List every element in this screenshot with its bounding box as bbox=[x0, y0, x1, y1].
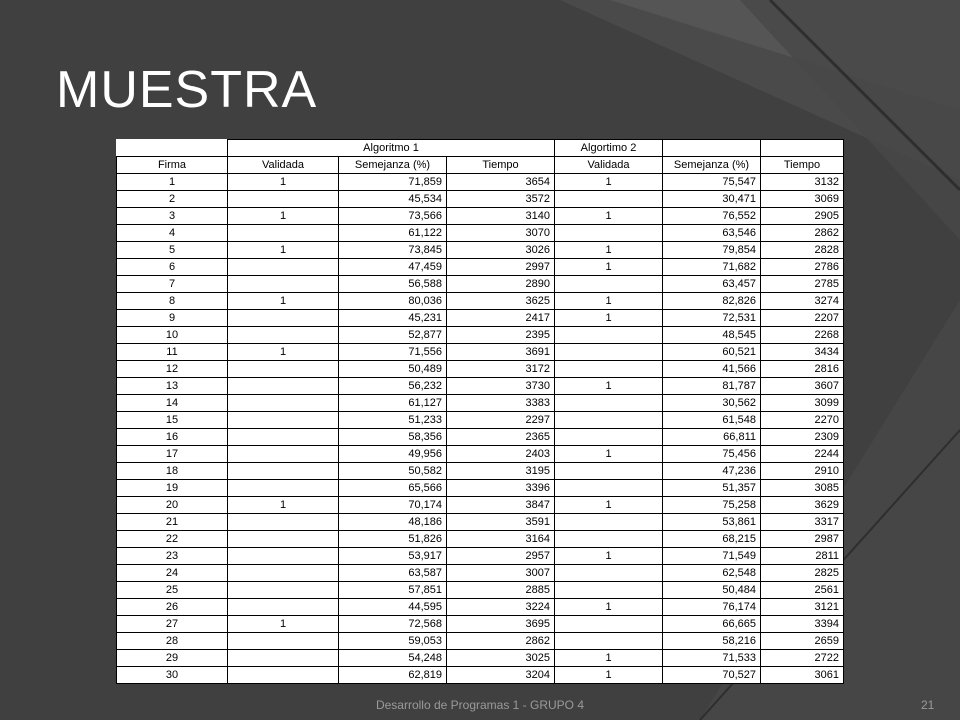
table-cell: 2365 bbox=[447, 429, 555, 446]
table-cell bbox=[228, 582, 339, 599]
table-row bbox=[117, 531, 844, 548]
table-row bbox=[117, 191, 844, 208]
table-row bbox=[117, 480, 844, 497]
table-cell: 1 bbox=[555, 650, 663, 667]
column-header: Validada bbox=[555, 157, 663, 174]
table-row bbox=[117, 378, 844, 395]
table-cell bbox=[228, 191, 339, 208]
table-cell: 2825 bbox=[761, 565, 844, 582]
table-cell: 75,258 bbox=[663, 497, 761, 514]
table-row bbox=[117, 650, 844, 667]
header-empty-cell bbox=[761, 140, 844, 157]
table-cell: 72,568 bbox=[339, 616, 447, 633]
table-cell: 2561 bbox=[761, 582, 844, 599]
table-cell bbox=[228, 276, 339, 293]
table-cell bbox=[228, 599, 339, 616]
results-table-container bbox=[116, 139, 843, 684]
table-row bbox=[117, 565, 844, 582]
table-cell: 4 bbox=[117, 225, 228, 242]
table-cell: 70,174 bbox=[339, 497, 447, 514]
table-cell: 2997 bbox=[447, 259, 555, 276]
table-cell: 53,861 bbox=[663, 514, 761, 531]
page-number: 21 bbox=[921, 698, 935, 712]
group-header-algoritmo-1: Algoritmo 1 bbox=[228, 140, 555, 157]
column-header-row bbox=[117, 157, 844, 174]
table-cell: 3691 bbox=[447, 344, 555, 361]
table-cell: 2395 bbox=[447, 327, 555, 344]
table-cell bbox=[228, 446, 339, 463]
table-cell: 63,587 bbox=[339, 565, 447, 582]
table-cell: 1 bbox=[555, 548, 663, 565]
table-row bbox=[117, 548, 844, 565]
table-cell: 73,566 bbox=[339, 208, 447, 225]
table-cell: 1 bbox=[555, 174, 663, 191]
table-cell: 75,547 bbox=[663, 174, 761, 191]
table-cell: 60,521 bbox=[663, 344, 761, 361]
table-cell: 1 bbox=[555, 599, 663, 616]
column-header: Tiempo bbox=[761, 157, 844, 174]
table-row bbox=[117, 599, 844, 616]
table-cell: 72,531 bbox=[663, 310, 761, 327]
table-cell: 27 bbox=[117, 616, 228, 633]
table-row bbox=[117, 633, 844, 650]
table-cell: 65,566 bbox=[339, 480, 447, 497]
table-cell: 49,956 bbox=[339, 446, 447, 463]
table-row bbox=[117, 344, 844, 361]
table-cell: 41,566 bbox=[663, 361, 761, 378]
table-row bbox=[117, 446, 844, 463]
table-cell: 11 bbox=[117, 344, 228, 361]
table-cell: 24 bbox=[117, 565, 228, 582]
table-cell: 76,174 bbox=[663, 599, 761, 616]
table-cell: 3 bbox=[117, 208, 228, 225]
table-cell: 2957 bbox=[447, 548, 555, 565]
table-cell: 3069 bbox=[761, 191, 844, 208]
table-cell: 66,665 bbox=[663, 616, 761, 633]
table-cell: 58,216 bbox=[663, 633, 761, 650]
table-cell: 54,248 bbox=[339, 650, 447, 667]
table-cell: 1 bbox=[555, 242, 663, 259]
table-row bbox=[117, 174, 844, 191]
table-cell: 2785 bbox=[761, 276, 844, 293]
table-cell: 3572 bbox=[447, 191, 555, 208]
slide-title: MUESTRA bbox=[56, 61, 318, 119]
table-cell: 2910 bbox=[761, 463, 844, 480]
table-cell: 3132 bbox=[761, 174, 844, 191]
table-cell: 3629 bbox=[761, 497, 844, 514]
table-cell: 10 bbox=[117, 327, 228, 344]
table-cell: 15 bbox=[117, 412, 228, 429]
table-cell bbox=[555, 531, 663, 548]
table-cell bbox=[228, 667, 339, 684]
table-cell: 71,682 bbox=[663, 259, 761, 276]
table-cell bbox=[228, 514, 339, 531]
table-cell: 1 bbox=[228, 208, 339, 225]
table-cell bbox=[555, 429, 663, 446]
table-cell: 70,527 bbox=[663, 667, 761, 684]
table-cell bbox=[555, 361, 663, 378]
table-cell: 71,533 bbox=[663, 650, 761, 667]
table-cell: 75,456 bbox=[663, 446, 761, 463]
table-cell: 3274 bbox=[761, 293, 844, 310]
table-cell: 22 bbox=[117, 531, 228, 548]
table-cell bbox=[228, 565, 339, 582]
table-cell: 19 bbox=[117, 480, 228, 497]
table-cell: 51,357 bbox=[663, 480, 761, 497]
table-cell: 3847 bbox=[447, 497, 555, 514]
slide-footer: Desarrollo de Programas 1 - GRUPO 4 bbox=[375, 698, 585, 712]
table-cell: 3172 bbox=[447, 361, 555, 378]
table-row bbox=[117, 361, 844, 378]
table-cell: 80,036 bbox=[339, 293, 447, 310]
table-cell: 2862 bbox=[761, 225, 844, 242]
table-cell: 30,471 bbox=[663, 191, 761, 208]
table-cell: 3317 bbox=[761, 514, 844, 531]
table-row bbox=[117, 667, 844, 684]
table-cell: 1 bbox=[555, 497, 663, 514]
table-cell: 59,053 bbox=[339, 633, 447, 650]
table-cell bbox=[555, 463, 663, 480]
table-cell: 3026 bbox=[447, 242, 555, 259]
table-cell: 51,826 bbox=[339, 531, 447, 548]
table-cell: 82,826 bbox=[663, 293, 761, 310]
table-cell: 63,457 bbox=[663, 276, 761, 293]
table-cell: 1 bbox=[555, 446, 663, 463]
table-cell: 3625 bbox=[447, 293, 555, 310]
table-cell: 2244 bbox=[761, 446, 844, 463]
table-cell: 66,811 bbox=[663, 429, 761, 446]
table-cell: 71,859 bbox=[339, 174, 447, 191]
table-row bbox=[117, 225, 844, 242]
table-cell bbox=[228, 548, 339, 565]
table-cell bbox=[228, 480, 339, 497]
table-cell: 47,236 bbox=[663, 463, 761, 480]
table-cell bbox=[555, 633, 663, 650]
table-cell: 3140 bbox=[447, 208, 555, 225]
table-cell bbox=[555, 327, 663, 344]
table-cell bbox=[555, 514, 663, 531]
table-cell bbox=[555, 412, 663, 429]
table-cell bbox=[228, 378, 339, 395]
column-header: Semejanza (%) bbox=[663, 157, 761, 174]
table-cell: 2786 bbox=[761, 259, 844, 276]
table-row bbox=[117, 582, 844, 599]
table-cell bbox=[555, 565, 663, 582]
table-cell: 12 bbox=[117, 361, 228, 378]
table-cell: 1 bbox=[228, 242, 339, 259]
table-cell: 1 bbox=[228, 293, 339, 310]
table-cell: 47,459 bbox=[339, 259, 447, 276]
table-cell bbox=[228, 327, 339, 344]
table-cell: 13 bbox=[117, 378, 228, 395]
table-cell: 28 bbox=[117, 633, 228, 650]
table-row bbox=[117, 463, 844, 480]
table-cell: 8 bbox=[117, 293, 228, 310]
table-cell: 56,232 bbox=[339, 378, 447, 395]
table-cell: 71,556 bbox=[339, 344, 447, 361]
table-row bbox=[117, 327, 844, 344]
table-cell: 2297 bbox=[447, 412, 555, 429]
table-cell: 3204 bbox=[447, 667, 555, 684]
table-cell bbox=[228, 463, 339, 480]
table-cell: 73,845 bbox=[339, 242, 447, 259]
table-cell bbox=[228, 412, 339, 429]
table-cell: 3224 bbox=[447, 599, 555, 616]
table-cell: 2 bbox=[117, 191, 228, 208]
table-cell bbox=[555, 395, 663, 412]
group-header-algoritmo-2: Algortimo 2 bbox=[555, 140, 663, 157]
table-cell: 50,484 bbox=[663, 582, 761, 599]
table-cell: 16 bbox=[117, 429, 228, 446]
table-cell: 2890 bbox=[447, 276, 555, 293]
table-cell bbox=[228, 429, 339, 446]
table-cell bbox=[555, 480, 663, 497]
table-cell bbox=[228, 225, 339, 242]
table-cell: 51,233 bbox=[339, 412, 447, 429]
table-cell bbox=[555, 191, 663, 208]
table-cell: 3061 bbox=[761, 667, 844, 684]
table-row bbox=[117, 293, 844, 310]
table-cell: 79,854 bbox=[663, 242, 761, 259]
table-cell bbox=[228, 310, 339, 327]
table-cell: 2828 bbox=[761, 242, 844, 259]
column-header: Semejanza (%) bbox=[339, 157, 447, 174]
table-cell bbox=[555, 276, 663, 293]
table-cell: 68,215 bbox=[663, 531, 761, 548]
table-cell: 57,851 bbox=[339, 582, 447, 599]
table-cell bbox=[555, 225, 663, 242]
table-row bbox=[117, 242, 844, 259]
table-cell: 23 bbox=[117, 548, 228, 565]
table-cell: 50,582 bbox=[339, 463, 447, 480]
table-row bbox=[117, 208, 844, 225]
table-cell: 2268 bbox=[761, 327, 844, 344]
header-empty-cell bbox=[117, 140, 228, 157]
table-cell bbox=[555, 616, 663, 633]
table-row bbox=[117, 259, 844, 276]
table-cell: 1 bbox=[555, 378, 663, 395]
table-cell: 9 bbox=[117, 310, 228, 327]
table-cell: 71,549 bbox=[663, 548, 761, 565]
table-cell: 52,877 bbox=[339, 327, 447, 344]
table-row bbox=[117, 514, 844, 531]
table-cell: 30 bbox=[117, 667, 228, 684]
table-cell: 2417 bbox=[447, 310, 555, 327]
table-cell: 3394 bbox=[761, 616, 844, 633]
table-cell: 20 bbox=[117, 497, 228, 514]
table-cell: 2885 bbox=[447, 582, 555, 599]
table-cell: 48,186 bbox=[339, 514, 447, 531]
table-cell: 1 bbox=[117, 174, 228, 191]
table-cell bbox=[555, 344, 663, 361]
table-cell: 17 bbox=[117, 446, 228, 463]
table-cell: 3164 bbox=[447, 531, 555, 548]
table-cell: 62,819 bbox=[339, 667, 447, 684]
table-cell: 2816 bbox=[761, 361, 844, 378]
table-row bbox=[117, 616, 844, 633]
table-cell: 2811 bbox=[761, 548, 844, 565]
table-cell: 5 bbox=[117, 242, 228, 259]
table-cell: 7 bbox=[117, 276, 228, 293]
table-cell: 3007 bbox=[447, 565, 555, 582]
table-cell: 2659 bbox=[761, 633, 844, 650]
table-cell: 45,534 bbox=[339, 191, 447, 208]
table-cell: 3434 bbox=[761, 344, 844, 361]
table-cell bbox=[228, 259, 339, 276]
table-row bbox=[117, 429, 844, 446]
group-header-row bbox=[117, 140, 844, 157]
table-cell: 63,546 bbox=[663, 225, 761, 242]
table-cell: 62,548 bbox=[663, 565, 761, 582]
table-cell bbox=[228, 361, 339, 378]
table-cell: 1 bbox=[228, 497, 339, 514]
table-cell: 2987 bbox=[761, 531, 844, 548]
column-header: Validada bbox=[228, 157, 339, 174]
table-cell: 48,545 bbox=[663, 327, 761, 344]
table-cell bbox=[228, 395, 339, 412]
table-cell: 3085 bbox=[761, 480, 844, 497]
table-cell: 58,356 bbox=[339, 429, 447, 446]
table-cell: 3591 bbox=[447, 514, 555, 531]
table-cell: 2862 bbox=[447, 633, 555, 650]
table-cell: 1 bbox=[555, 208, 663, 225]
table-cell: 3396 bbox=[447, 480, 555, 497]
table-row bbox=[117, 412, 844, 429]
table-cell: 1 bbox=[555, 259, 663, 276]
table-cell: 3070 bbox=[447, 225, 555, 242]
table-cell: 50,489 bbox=[339, 361, 447, 378]
table-cell: 26 bbox=[117, 599, 228, 616]
table-row bbox=[117, 497, 844, 514]
table-cell: 3025 bbox=[447, 650, 555, 667]
table-cell: 2309 bbox=[761, 429, 844, 446]
table-cell: 25 bbox=[117, 582, 228, 599]
table-row bbox=[117, 276, 844, 293]
table-cell: 2722 bbox=[761, 650, 844, 667]
table-cell bbox=[555, 582, 663, 599]
table-cell: 29 bbox=[117, 650, 228, 667]
column-header: Tiempo bbox=[447, 157, 555, 174]
table-cell: 3099 bbox=[761, 395, 844, 412]
table-cell: 2905 bbox=[761, 208, 844, 225]
table-cell: 2270 bbox=[761, 412, 844, 429]
table-cell: 3195 bbox=[447, 463, 555, 480]
table-cell: 1 bbox=[228, 344, 339, 361]
table-cell: 81,787 bbox=[663, 378, 761, 395]
table-cell: 53,917 bbox=[339, 548, 447, 565]
table-cell: 2403 bbox=[447, 446, 555, 463]
table-cell: 2207 bbox=[761, 310, 844, 327]
table-cell: 45,231 bbox=[339, 310, 447, 327]
table-cell: 44,595 bbox=[339, 599, 447, 616]
table-cell: 18 bbox=[117, 463, 228, 480]
table-cell: 61,122 bbox=[339, 225, 447, 242]
results-table bbox=[116, 139, 844, 684]
table-cell: 61,548 bbox=[663, 412, 761, 429]
table-row bbox=[117, 310, 844, 327]
table-cell: 3730 bbox=[447, 378, 555, 395]
table-cell: 21 bbox=[117, 514, 228, 531]
table-cell: 30,562 bbox=[663, 395, 761, 412]
table-cell: 3121 bbox=[761, 599, 844, 616]
table-cell: 56,588 bbox=[339, 276, 447, 293]
table-cell: 1 bbox=[555, 310, 663, 327]
table-cell: 3654 bbox=[447, 174, 555, 191]
table-row bbox=[117, 395, 844, 412]
header-empty-cell bbox=[663, 140, 761, 157]
table-cell bbox=[228, 633, 339, 650]
table-cell: 14 bbox=[117, 395, 228, 412]
table-cell: 3695 bbox=[447, 616, 555, 633]
table-cell: 6 bbox=[117, 259, 228, 276]
table-cell: 76,552 bbox=[663, 208, 761, 225]
table-cell: 1 bbox=[228, 174, 339, 191]
table-cell: 3383 bbox=[447, 395, 555, 412]
table-cell bbox=[228, 531, 339, 548]
table-cell bbox=[228, 650, 339, 667]
column-header: Firma bbox=[117, 157, 228, 174]
table-cell: 61,127 bbox=[339, 395, 447, 412]
table-cell: 3607 bbox=[761, 378, 844, 395]
table-cell: 1 bbox=[228, 616, 339, 633]
table-cell: 1 bbox=[555, 667, 663, 684]
table-cell: 1 bbox=[555, 293, 663, 310]
